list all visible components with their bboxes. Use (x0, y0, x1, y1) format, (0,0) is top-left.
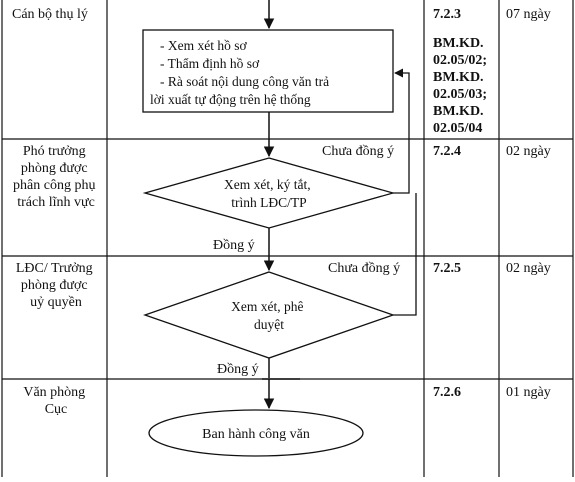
reject-label-1: Chưa đồng ý (322, 144, 395, 159)
reject-loop-2 (393, 193, 416, 315)
time-row-4: 01 ngày (506, 385, 551, 400)
process-box-text: - Xem xét hồ sơ - Thẩm định hồ sơ - Rà soát nội dung công văn trả lời xuất tự động trên hệ thống (150, 38, 330, 107)
time-row-1: 07 ngày (506, 7, 551, 22)
terminal-label: Ban hành công văn (202, 427, 310, 442)
step-row-1: 7.2.3 (433, 7, 461, 22)
forms-row-1: BM.KD. 02.05/02; BM.KD. 02.05/03; BM.KD. 02.05/04 (433, 36, 488, 136)
reject-label-2: Chưa đồng ý (328, 261, 401, 276)
approve-label-1: Đồng ý (213, 238, 255, 253)
decision-2-text: Xem xét, phê duyệt (231, 299, 304, 332)
role-row-4: Văn phòng Cục (23, 385, 86, 417)
time-row-2: 02 ngày (506, 144, 551, 159)
decision-2-diamond (145, 272, 393, 358)
role-row-1: Cán bộ thụ lý (12, 7, 88, 22)
time-row-3: 02 ngày (506, 261, 551, 276)
step-row-3: 7.2.5 (433, 261, 461, 276)
step-row-4: 7.2.6 (433, 385, 461, 400)
reject-loop-1 (393, 73, 409, 193)
role-row-3: LĐC/ Trưởng phòng được uỷ quyền (15, 261, 93, 310)
decision-1-diamond (145, 158, 393, 228)
role-row-2: Phó trưởng phòng được phân công phụ trách lĩnh vực (13, 144, 96, 210)
step-row-2: 7.2.4 (433, 144, 461, 159)
approve-label-2: Đồng ý (217, 362, 259, 377)
decision-1-text: Xem xét, ký tắt, trình LĐC/TP (224, 177, 311, 210)
